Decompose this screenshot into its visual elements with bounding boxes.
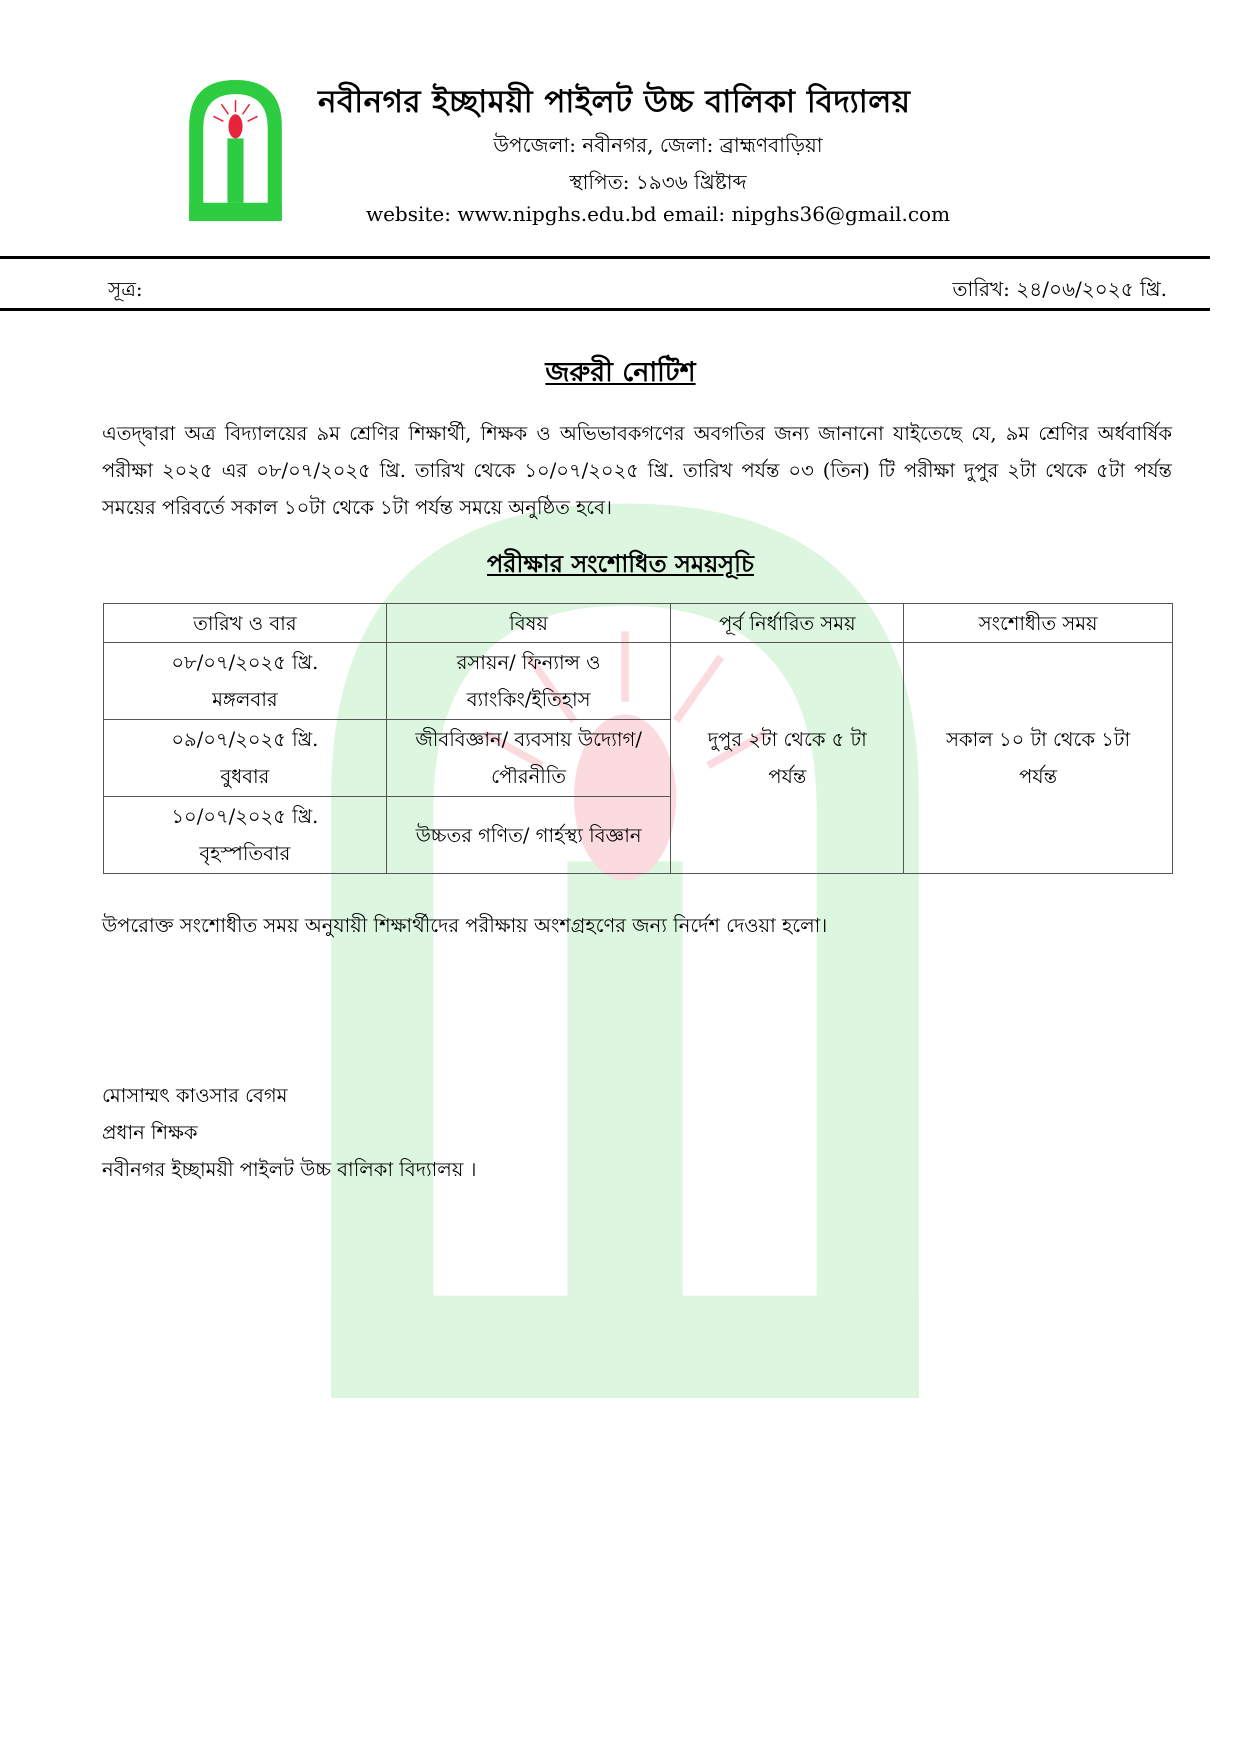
header-revised-time: সংশোধীত সময় <box>904 604 1173 643</box>
school-name: নবীনগর ইচ্ছাময়ী পাইলট উচ্চ বালিকা বিদ্যালয় <box>318 84 911 120</box>
contact-info: website: www.nipghs.edu.bd email: nipghs36@gmail.com <box>365 202 951 226</box>
school-logo <box>183 76 288 221</box>
schedule-title: পরীক্ষার সংশোধিত সময়সূচি <box>487 549 754 578</box>
header-previous-time: পূর্ব নির্ধারিত সময় <box>671 604 904 643</box>
table-row <box>104 643 1173 720</box>
revised-time-cell: সকাল ১০ টা থেকে ১টা পর্যন্ত <box>904 643 1173 874</box>
header-divider <box>0 256 1210 259</box>
school-location: উপজেলা: নবীনগর, জেলা: ব্রাহ্মণবাড়িয়া <box>493 133 823 157</box>
header-subject: বিষয় <box>386 604 671 643</box>
subject-cell: উচ্চতর গণিত/ গার্হস্থ্য বিজ্ঞান <box>386 797 671 874</box>
notice-body: এতদ্দ্বারা অত্র বিদ্যালয়ের ৯ম শ্রেণির শিক্ষার্থী, শিক্ষক ও অভিভাবকগণের অবগতির জন্য জানানো যাইতেছে যে, ৯ম শ্রেণির অর্ধবার্ষিক পরীক্ষা ২০২৫ এর ০৮/০৭/২০২৫ খ্রি. তারিখ থেকে ১০/০৭/২০২৫ খ্রি. তারিখ পর্যন্ত ০৩ (তিন) টি পরীক্ষা দুপুর ২টা থেকে ৫টা পর্যন্ত সময়ের পরিবর্তে সকাল ১০টা থেকে ১টা পর্যন্ত সময়ে অনুষ্ঠিত হবে। <box>102 422 1172 519</box>
meta-divider <box>0 308 1210 311</box>
signatory-institution: নবীনগর ইচ্ছাময়ী পাইলট উচ্চ বালিকা বিদ্যালয় । <box>102 1158 477 1181</box>
table-header-row <box>104 604 1173 643</box>
subject-cell: রসায়ন/ ফিন্যান্স ও ব্যাংকিং/ইতিহাস <box>386 643 671 720</box>
reference-label: সূত্র: <box>108 277 143 301</box>
date-cell: ০৮/০৭/২০২৫ খ্রি. মঙ্গলবার <box>104 643 387 720</box>
date-cell: ০৯/০৭/২০২৫ খ্রি. বুধবার <box>104 720 387 797</box>
header-date-day: তারিখ ও বার <box>104 604 387 643</box>
closing-instruction: উপরোক্ত সংশোধীত সময় অনুযায়ী শিক্ষার্থীদের পরীক্ষায় অংশগ্রহণের জন্য নির্দেশ দেওয়া হলো। <box>102 914 828 937</box>
established-year: স্থাপিত: ১৯৩৬ খ্রিষ্টাব্দ <box>569 170 747 194</box>
exam-schedule-table <box>103 603 1173 874</box>
notice-title: জরুরী নোটিশ <box>545 357 696 388</box>
previous-time-cell: দুপুর ২টা থেকে ৫ টা পর্যন্ত <box>671 643 904 874</box>
notice-date: তারিখ: ২৪/০৬/২০২৫ খ্রি. <box>952 277 1167 301</box>
signature-block <box>102 1077 476 1188</box>
subject-cell: জীববিজ্ঞান/ ব্যবসায় উদ্যোগ/ পৌরনীতি <box>386 720 671 797</box>
signatory-name: মোসাম্মৎ কাওসার বেগম <box>102 1084 288 1107</box>
date-cell: ১০/০৭/২০২৫ খ্রি. বৃহস্পতিবার <box>104 797 387 874</box>
signatory-designation: প্রধান শিক্ষক <box>102 1121 198 1144</box>
